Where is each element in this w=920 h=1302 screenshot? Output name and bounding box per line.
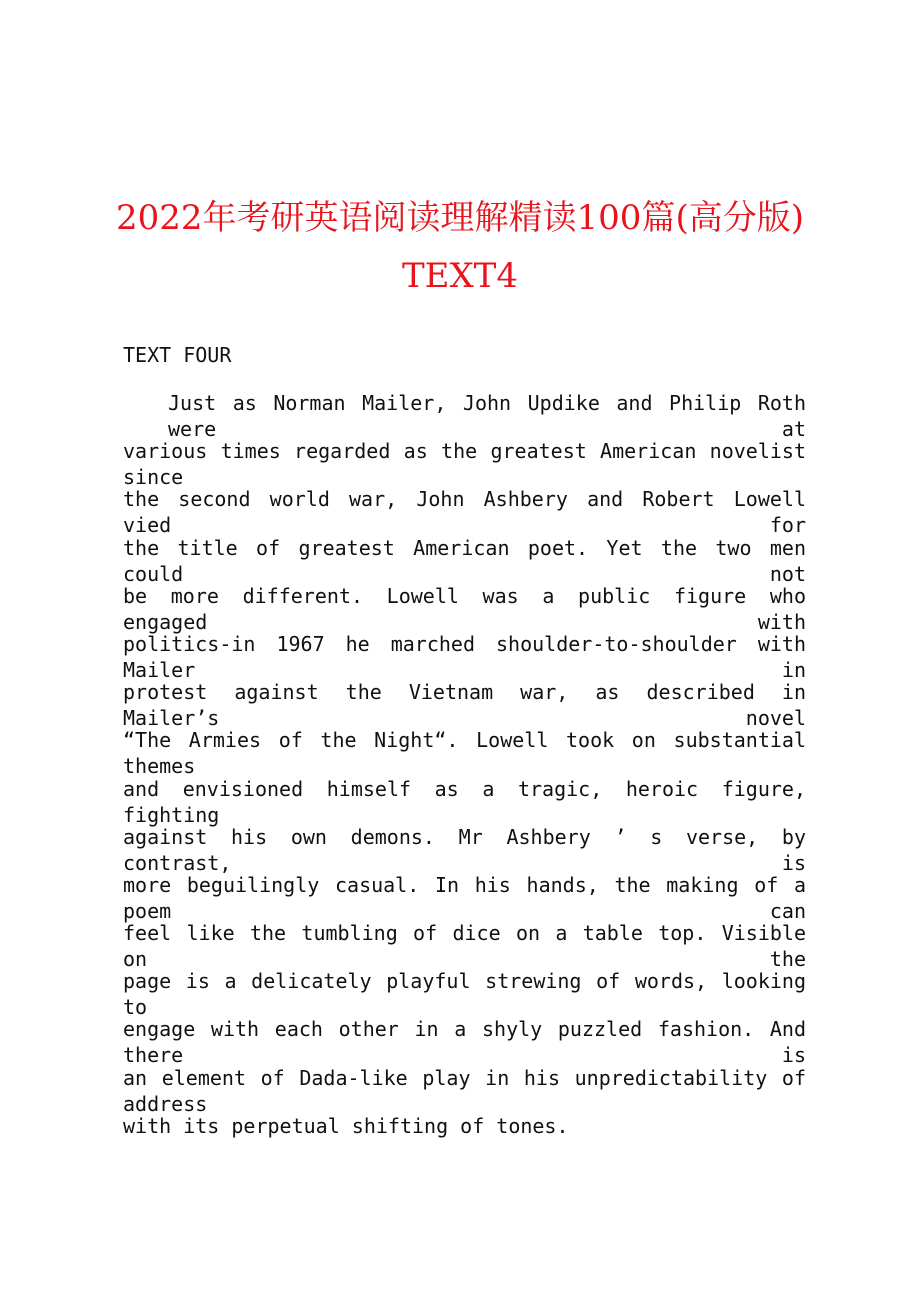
section-heading: TEXT FOUR <box>123 343 232 367</box>
paragraph-line: with its perpetual shifting of tones. <box>123 1113 569 1138</box>
paragraph-line: and envisioned himself as a tragic, heroic figure, fighting <box>123 776 806 827</box>
paragraph-line: Just as Norman Mailer, John Updike and Philip Roth were at <box>168 391 806 441</box>
paragraph-line: page is a delicately playful strewing of words, looking to <box>123 969 806 1020</box>
paragraph-line: various times regarded as the greatest American novelist since <box>123 439 806 490</box>
paragraph-line: politics-in 1967 he marched shoulder-to-shoulder with Mailer in <box>123 631 806 682</box>
paragraph-line: protest against the Vietnam war, as described in Mailer’s novel <box>123 680 806 731</box>
paragraph-line: “The Armies of the Night“. Lowell took on substantial themes <box>123 728 806 779</box>
paragraph-line: the second world war, John Ashbery and Robert Lowell vied for <box>123 487 806 538</box>
paragraph-line: against his own demons. Mr Ashbery ’ s verse, by contrast, is <box>123 824 806 875</box>
passage-paragraph <box>123 390 806 1161</box>
paragraph-line: be more different. Lowell was a public figure who engaged with <box>123 583 806 634</box>
paragraph-line: more beguilingly casual. In his hands, the making of a poem can <box>123 872 806 923</box>
paragraph-line: an element of Dada-like play in his unpredictability of address <box>123 1065 806 1116</box>
document-subtitle: TEXT4 <box>401 256 518 296</box>
document-title: 2022年考研英语阅读理解精读100篇(高分版) <box>116 198 804 238</box>
paragraph-line: feel like the tumbling of dice on a table top. Visible on the <box>123 921 806 972</box>
paragraph-line: the title of greatest American poet. Yet the two men could not <box>123 535 806 586</box>
paragraph-line: engage with each other in a shyly puzzled fashion. And there is <box>123 1017 806 1068</box>
